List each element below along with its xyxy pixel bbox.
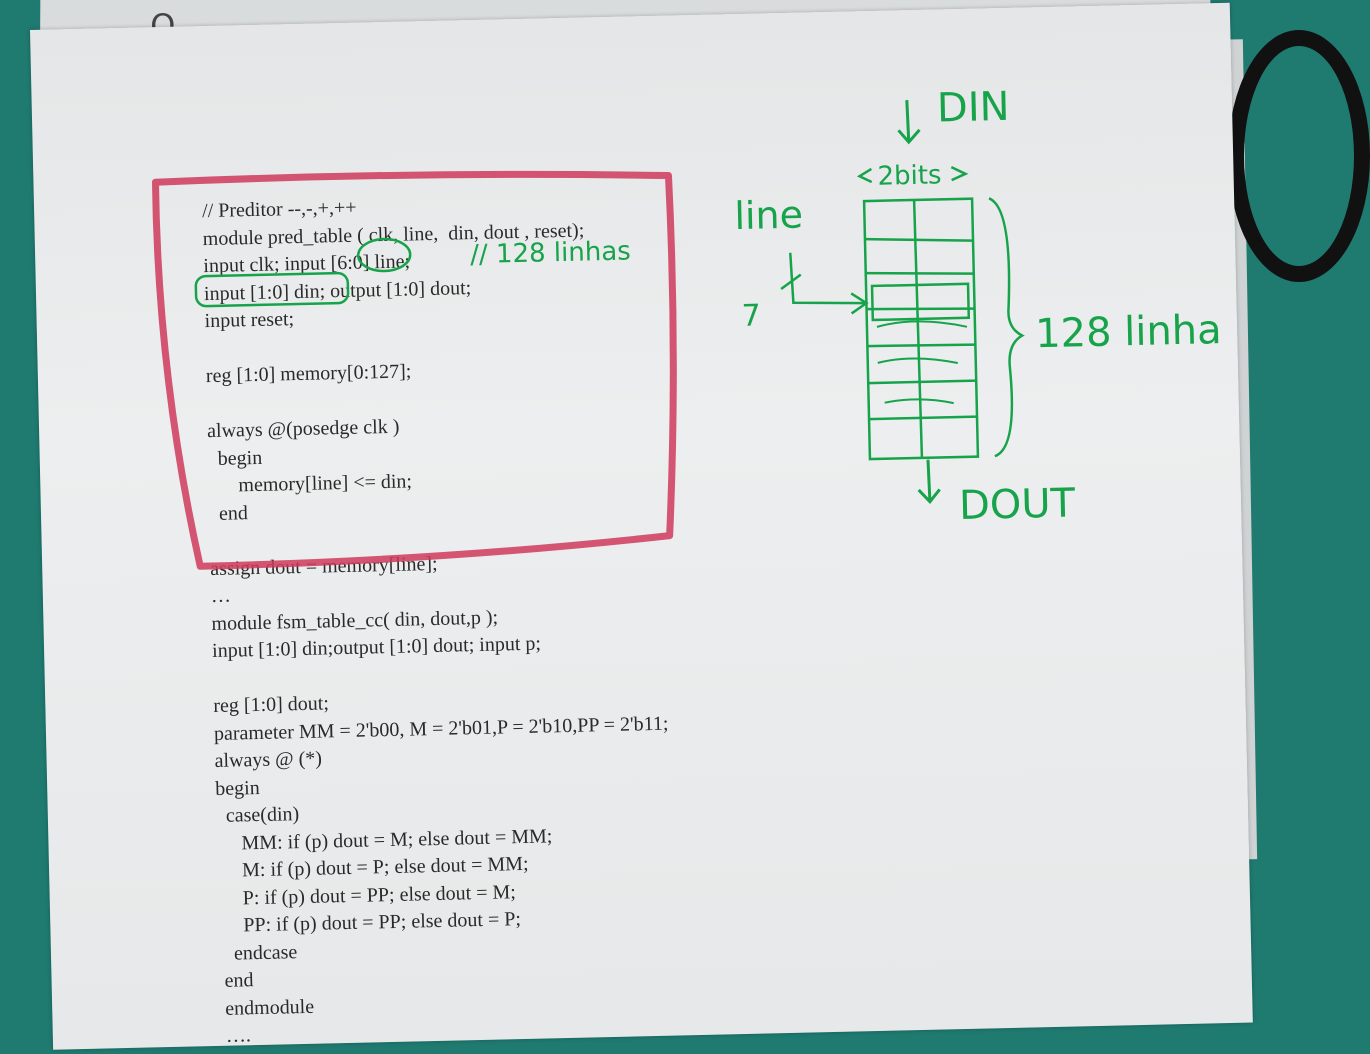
bits-label: 2bits — [877, 160, 942, 192]
line-arrow — [790, 251, 866, 315]
code-line: reg [1:0] dout; — [213, 692, 330, 718]
code-line: parameter MM = 2'b00, M = 2'b01,P = 2'b10,PP = 2'b11; — [213, 712, 669, 745]
rows-label: 128 linha — [1034, 307, 1223, 358]
code-line: input [1:0] din; output [1:0] dout; — [203, 276, 472, 305]
dout-arrow — [918, 459, 940, 501]
code-line: P: if (p) dout = PP; else dout = M; — [217, 880, 517, 910]
code-line: module fsm_table_cc( din, dout,p ); — [211, 606, 499, 635]
code-line: case(din) — [215, 803, 300, 827]
selected-row — [872, 284, 969, 320]
code-line: input reset; — [204, 308, 295, 333]
code-line: assign dout = memory[line]; — [210, 552, 438, 580]
code-line: endcase — [218, 940, 298, 965]
code-line: M: if (p) dout = P; else dout = MM; — [216, 852, 529, 882]
code-line: …. — [220, 1024, 252, 1047]
code-line: end — [208, 501, 249, 525]
code-line: memory[line] <= din; — [208, 470, 413, 498]
code-line: endmodule — [219, 995, 315, 1020]
black-ring-object — [1228, 30, 1370, 282]
code-line: input [1:0] din;output [1:0] dout; input p; — [211, 632, 542, 663]
din-label: DIN — [936, 83, 1011, 132]
code-line: PP: if (p) dout = PP; else dout = P; — [218, 908, 522, 937]
din-arrow — [898, 100, 920, 142]
code-line: // Preditor --,-,+,++ — [201, 196, 357, 223]
code-line: begin — [215, 776, 260, 800]
green-circle-line-width — [358, 238, 411, 271]
code-line: … — [210, 584, 232, 608]
memory-table-diagram — [864, 199, 978, 459]
bits-bracket-right — [951, 167, 965, 180]
red-highlight-box — [155, 169, 678, 567]
handwritten-comment: // 128 linhas — [469, 236, 632, 271]
code-line: begin — [207, 446, 263, 470]
code-line: module pred_table ( clk, line, din, dout , reset); — [202, 218, 585, 250]
green-box-din-decl — [196, 273, 349, 306]
line-width-label: 7 — [741, 298, 762, 334]
code-line: input clk; input [6:0] line; — [203, 250, 411, 278]
paper-sheet — [30, 3, 1253, 1050]
dout-label: DOUT — [958, 480, 1076, 530]
code-line: always @ (*) — [214, 747, 323, 772]
rows-brace — [989, 198, 1025, 457]
code-line: end — [219, 969, 254, 992]
code-line: reg [1:0] memory[0:127]; — [205, 360, 412, 388]
line-label: line — [733, 192, 804, 239]
code-line: MM: if (p) dout = M; else dout = MM; — [216, 824, 553, 855]
handwritten-annotations — [30, 3, 1253, 1050]
bits-bracket-left — [859, 169, 871, 182]
code-line: always @(posedge clk ) — [206, 415, 400, 443]
